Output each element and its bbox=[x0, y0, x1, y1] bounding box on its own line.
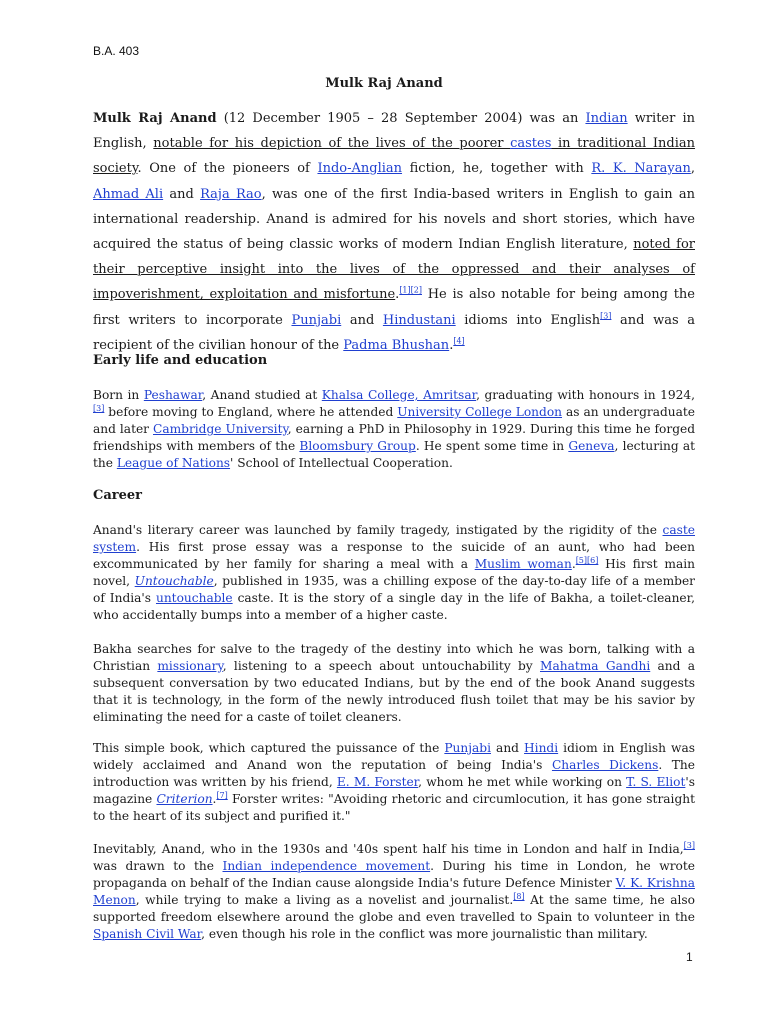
career-paragraph-3: This simple book, which captured the puissance of the Punjabi and Hindi idiom in English was widely acclaimed and Anand won the reputation of being India's Charles Dickens. The introduction was written by his friend, E. M. Forster, whom he met while working on T. S. Eliot's magazine Criterion.[7] Forster writes: "Avoiding rhetoric and circumlocution, it has gone straight to the heart of its subject and purified it." bbox=[93, 741, 696, 823]
link-mahatma-gandhi[interactable]: Mahatma Gandhi bbox=[539, 659, 651, 673]
link-caste-system[interactable]: caste system bbox=[93, 523, 695, 554]
link-hindi[interactable]: Hindi bbox=[524, 741, 559, 755]
citation-link[interactable]: [3] bbox=[683, 840, 695, 850]
link-untouchable-novel[interactable]: Untouchable bbox=[134, 574, 214, 588]
link-narayan[interactable]: R. K. Narayan bbox=[591, 161, 691, 177]
career-paragraph-2: Bakha searches for salve to the tragedy of the destiny into which he was born, talking with a Christian missionary, listening to a speech about untouchability by Mahatma Gandhi and a subsequent conversation by two educated Indians, but by the end of the book Anand suggests that it is technology, in the form of the newly introduced flush toilet that may be his savior by eliminating the need for a caste of toilet cleaners. bbox=[93, 642, 696, 724]
link-ahmad-ali[interactable]: Ahmad Ali bbox=[93, 186, 164, 202]
link-untouchable[interactable]: untouchable bbox=[155, 591, 233, 605]
intro-paragraph: Mulk Raj Anand (12 December 1905 – 28 September 2004) was an Indian writer in English, notable for his depiction of the lives of the poorer castes in traditional Indian society. One of the pioneers of Indo-Anglian fiction, he, together with R. K. Narayan, Ahmad Ali and Raja Rao, was one of the first India-based writers in English to gain an international readership. Anand is admired for his novels and short stories, which have acquired the status of being classic works of modern Indian English literature, noted for their perceptive insight into the lives of the oppressed and their analyses of impoverishment, exploitation and misfortune.[1][2] He is also notable for being among the first writers to incorporate Punjabi and Hindustani idioms into English[3] and was a recipient of the civilian honour of the Padma Bhushan.[4] bbox=[93, 111, 696, 353]
link-charles-dickens[interactable]: Charles Dickens bbox=[551, 758, 659, 772]
citation-link[interactable]: [5][6] bbox=[575, 555, 599, 565]
link-spanish-civil-war[interactable]: Spanish Civil War bbox=[93, 927, 202, 941]
section-heading-early-life: Early life and education bbox=[93, 353, 268, 368]
link-indo-anglian[interactable]: Indo-Anglian bbox=[317, 161, 403, 177]
link-krishna-menon[interactable]: V. K. Krishna Menon bbox=[93, 876, 695, 907]
career-paragraph-4: Inevitably, Anand, who in the 1930s and '40s spent half his time in London and half in India,[3] was drawn to the Indian independence movement. During his time in London, he wrote propaganda on behalf of the Indian cause alongside India's future Defence Minister V. K. Krishna Menon, while trying to make a living as a novelist and journalist.[8] At the same time, he also supported freedom elsewhere around the globe and even travelled to Spain to volunteer in the Spanish Civil War, even though his role in the conflict was more journalistic than military. bbox=[93, 840, 695, 941]
early-life-paragraph: Born in Peshawar, Anand studied at Khalsa College, Amritsar, graduating with honours in 1924,[3] before moving to England, where he attended University College London as an undergraduate and later Cambridge University, earning a PhD in Philosophy in 1929. During this time he forged friendships with members of the Bloomsbury Group. He spent some time in Geneva, lecturing at the League of Nations' School of Intellectual Cooperation. bbox=[93, 388, 696, 470]
link-khalsa-college[interactable]: Khalsa College, Amritsar bbox=[321, 388, 477, 402]
link-punjabi[interactable]: Punjabi bbox=[291, 312, 342, 328]
link-muslim-woman[interactable]: Muslim woman bbox=[474, 557, 572, 571]
link-league-of-nations[interactable]: League of Nations bbox=[116, 456, 231, 470]
link-em-forster[interactable]: E. M. Forster bbox=[336, 775, 419, 789]
link-hindustani[interactable]: Hindustani bbox=[382, 312, 456, 328]
citation-link[interactable]: [4] bbox=[453, 336, 465, 346]
link-indian[interactable]: Indian bbox=[585, 111, 628, 126]
citation-link[interactable]: [1][2] bbox=[399, 286, 422, 296]
link-independence-movement[interactable]: Indian independence movement bbox=[222, 859, 431, 873]
link-peshawar[interactable]: Peshawar bbox=[143, 388, 203, 402]
citation-link[interactable]: [7] bbox=[216, 790, 228, 800]
career-paragraph-1: Anand's literary career was launched by family tragedy, instigated by the rigidity of the caste system. His first prose essay was a response to the suicide of an aunt, who had been excommunicated by her family for sharing a meal with a Muslim woman.[5][6] His first main novel, Untouchable, published in 1935, was a chilling expose of the day-to-day life of a member of India's untouchable caste. It is the story of a single day in the life of Bakha, a toilet-cleaner, who accidentally bumps into a member of a higher caste. bbox=[93, 523, 695, 622]
link-punjabi[interactable]: Punjabi bbox=[444, 741, 491, 755]
link-criterion[interactable]: Criterion bbox=[156, 792, 213, 806]
link-raja-rao[interactable]: Raja Rao bbox=[200, 186, 262, 202]
course-code: B.A. 403 bbox=[93, 44, 140, 58]
link-bloomsbury[interactable]: Bloomsbury Group bbox=[299, 439, 416, 453]
link-ts-eliot[interactable]: T. S. Eliot bbox=[626, 775, 686, 789]
link-geneva[interactable]: Geneva bbox=[568, 439, 615, 453]
link-cambridge[interactable]: Cambridge University bbox=[153, 422, 288, 436]
link-ucl[interactable]: University College London bbox=[397, 405, 563, 419]
document-title: Mulk Raj Anand bbox=[325, 76, 443, 91]
citation-link[interactable]: [3] bbox=[93, 403, 105, 413]
section-heading-career: Career bbox=[93, 488, 143, 503]
subject-name: Mulk Raj Anand bbox=[93, 111, 217, 126]
link-padma-bhushan[interactable]: Padma Bhushan bbox=[343, 337, 450, 353]
link-missionary[interactable]: missionary bbox=[157, 659, 223, 673]
citation-link[interactable]: [3] bbox=[600, 311, 612, 321]
citation-link[interactable]: [8] bbox=[513, 891, 525, 901]
page-number: 1 bbox=[686, 950, 693, 964]
link-castes[interactable]: castes bbox=[510, 136, 552, 152]
